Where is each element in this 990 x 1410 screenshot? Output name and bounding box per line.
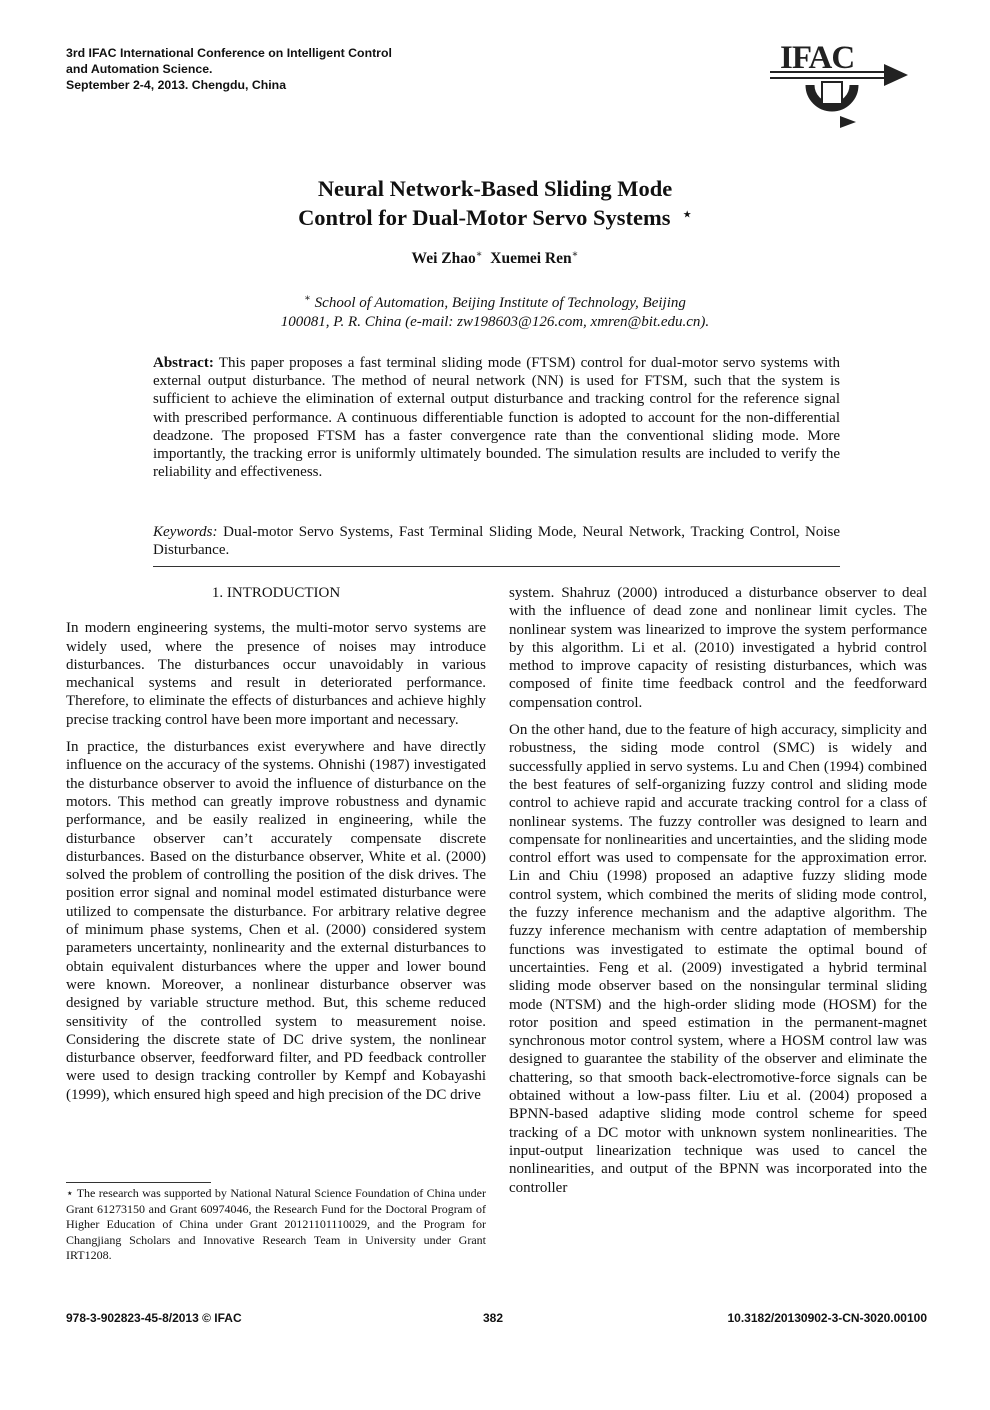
paragraph: On the other hand, due to the feature of high accuracy, simplicity and robustness, the siding mode control (SMC) is widely and successfully applied in servo systems. Lu and Chen (1994) combined the best features of self-organizing fuzzy control and sliding mode control to achieve rapid and accurate tracking control for a class of nonlinear systems. The fuzzy controller was designed to learn and compensate for nonlinearities and uncertainties, and the sliding mode control effort was used to compensate for the approximation error. Lin and Chiu (1998) proposed an adaptive fuzzy sliding mode control system, which combined the merits of sliding mode control, the fuzzy inference mechanism and the adaptive algorithm. The fuzzy inference mechanism with centre adaptation of membership functions was investigated to estimate the optimal bound of uncertainties. Feng et al. (2009) investigated a hybrid terminal sliding mode observer based on the nonsingular terminal sliding mode (NTSM) and the high-order sliding mode (HOSM) for the rotor position and speed estimation in the permanent-magnet synchronous motor control system, where a HOSM control law was designed to guarantee the stability of the observer and eliminate the chattering, so that smooth back-electromotive-force signals can be obtained without a low-pass filter. Liu et al. (2004) proposed a BPNN-based adaptive sliding mode control scheme for speed tracking of a DC motor with unknown system nonlinearities. The input-output linearization technique was used to cancel the nonlinearities, and output of the BPNN was incorporated into the controller xyxy=(509,722,927,1196)
author-affiliation-mark: ∗ xyxy=(571,249,579,260)
abstract xyxy=(153,354,840,481)
paragraph: In practice, the disturbances exist everywhere and have directly influence on the accuracy of the systems. Ohnishi (1987) investigated the disturbance observer to avoid the influence of disturbance on the motors. This method can greatly improve robustness and dynamic performance, and be easily realized in engineering, while the disturbance observer can’t accurately compensate discrete disturbances. Based on the disturbance observer, White et al. (2000) solved the problem of controlling the position of the disk drives. The position error signal and nominal model estimated disturbance were utilized to compensate the disturbance. For arbitrary relative degree of minimum phase systems, Chen et al. (2000) considered system parameters uncertainty, nonlinearity and the external disturbances to obtain equivalent disturbances where the upper and lower bound were known. Moreover, a nonlinear disturbance observer was designed by variable structure method. But, this scheme reduced sensitivity of the controlled system to measurement noise. Considering the discrete state of DC drive system, the nonlinear disturbance observer, feedforward filter, and PD feedback controller were used to design tracking controller by Kempf and Kobayashi (1999), which ensured high speed and high precision of the DC drive xyxy=(66,739,486,1103)
footer-doi: 10.3182/20130902-3-CN-3020.00100 xyxy=(727,1311,927,1325)
paragraph: system. Shahruz (2000) introduced a disturbance observer to deal with the influence of dead zone and nonlinear limit cycles. The nonlinear system was linearized to improve the system performance by this algorithm. Li et al. (2010) investigated a hybrid control method to improve capacity of resisting disturbances, which was composed of finite time feedback control and the feedforward compensation control. xyxy=(509,585,927,711)
footnote-divider xyxy=(66,1182,211,1183)
keywords-label: Keywords: xyxy=(153,524,218,540)
abstract-label: Abstract: xyxy=(153,355,214,371)
left-column xyxy=(66,584,486,1113)
paragraph: In modern engineering systems, the multi-motor servo systems are widely used, where the presence of noises may introduce disturbances. The disturbances occur unavoidably in various mechanical systems and result in deteriorated performance. Therefore, to eliminate the effects of disturbances and achieve highly precise tracking control have been more important and necessary. xyxy=(66,620,486,728)
title-line-1: Neural Network-Based Sliding Mode xyxy=(317,176,673,201)
affiliation-line-1: School of Automation, Beijing Institute of Technology, Beijing xyxy=(314,295,686,311)
footnote-mark: ⋆ xyxy=(66,1186,74,1200)
footer-isbn: 978-3-902823-45-8/2013 © IFAC xyxy=(66,1311,242,1325)
conference-header xyxy=(66,45,466,93)
affiliation xyxy=(0,289,990,332)
right-column xyxy=(509,584,927,1206)
author-affiliation-mark: ∗ xyxy=(475,249,483,260)
page-number: 382 xyxy=(483,1311,504,1325)
footnote-text: The research was supported by National Natural Science Foundation of China under Grant 61273150 and Grant 60974046, the Research Fund for the Doctoral Program of Higher Education of China under Grant 20121101110029, and the Program for Changjiang Scholars and Innovative Research Team in University under Grant IRT1208. xyxy=(66,1186,486,1262)
author-name: Wei Zhao xyxy=(411,250,476,268)
author-name: Xuemei Ren xyxy=(490,250,572,268)
keywords-text: Dual-motor Servo Systems, Fast Terminal Sliding Mode, Neural Network, Tracking Control, Noise Disturbance. xyxy=(153,524,841,559)
conference-line-1: 3rd IFAC International Conference on Intelligent Control xyxy=(66,46,392,60)
affiliation-mark: ∗ xyxy=(304,293,311,304)
svg-text:IFAC: IFAC xyxy=(780,40,855,76)
keywords xyxy=(153,523,840,559)
title-footnote-mark: ⋆ xyxy=(682,207,692,223)
abstract-text: This paper proposes a fast terminal sliding mode (FTSM) control for dual-motor servo systems with external output disturbance. The method of neural network (NN) is used for FTSM, such that the system is sufficient to achieve the elimination of external output disturbance and tracking control for the reference signal with prescribed performance. A continuous differentiable function is adopted to account for the non-differential deadzone. The proposed FTSM has a faster convergence rate than the conventional sliding mode. More importantly, the tracking error is uniformly ultimately bounded. The simulation results are included to verify the reliability and effectiveness. xyxy=(153,355,841,481)
ifac-logo xyxy=(766,38,910,130)
section-heading: 1. INTRODUCTION xyxy=(211,585,341,601)
footnote xyxy=(66,1186,486,1264)
conference-line-2: and Automation Science. xyxy=(66,62,213,76)
title-line-2: Control for Dual-Motor Servo Systems ⋆ xyxy=(298,205,692,230)
authors xyxy=(0,249,990,268)
conference-dates: September 2-4, 2013. Chengdu, China xyxy=(66,78,287,92)
abstract-divider xyxy=(153,566,840,567)
paper-title xyxy=(0,174,990,232)
affiliation-line-2: 100081, P. R. China (e-mail: zw198603@126.com, xmren@bit.edu.cn). xyxy=(280,314,710,330)
